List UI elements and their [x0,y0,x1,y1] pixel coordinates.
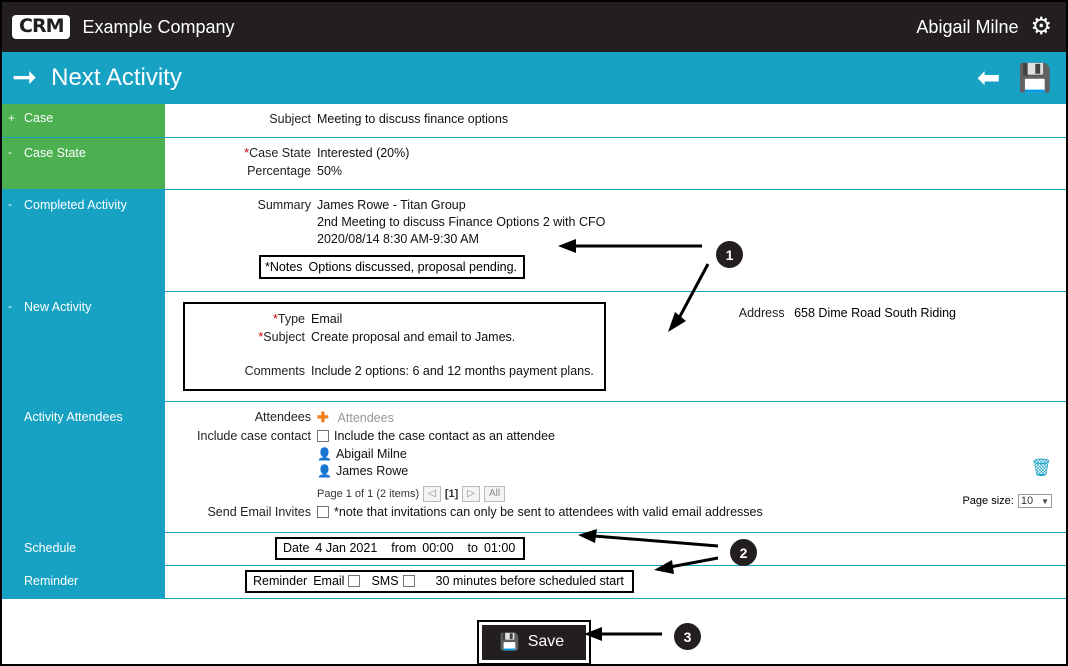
collapse-icon[interactable]: - [8,197,12,211]
include-contact-checkbox[interactable] [317,430,329,442]
required-marker: * [244,146,250,160]
include-contact-label: Include case contact [197,429,311,443]
arrow-right-icon[interactable]: ➞ [12,61,38,94]
from-label: from [391,541,417,555]
case-state-panel [165,138,1066,189]
user-name[interactable]: Abigail Milne [916,16,1019,37]
comments-value[interactable]: Include 2 options: 6 and 12 months payment plans. [311,364,594,378]
pager-text: Page 1 of 1 (2 items) [317,488,420,500]
save-button[interactable] [482,625,586,660]
sidebar-item-new-activity[interactable] [2,292,165,401]
date-label: Date [283,541,310,555]
sidebar-item-schedule[interactable] [2,533,165,565]
percentage-row [175,163,1056,180]
crm-logo[interactable]: CRM [12,15,70,39]
new-subject-label [189,329,311,346]
list-item[interactable] [317,446,408,463]
address-value: 658 Dime Road South Riding [794,306,956,320]
save-icon[interactable]: 💾 [1018,62,1052,93]
type-row [189,311,594,328]
to-value[interactable]: 01:00 [483,541,516,555]
sidebar-item-case-state[interactable] [2,138,165,189]
section-case [2,104,1066,138]
case-subject-row [175,111,1056,128]
reminder-sms-label: SMS [371,574,399,588]
sidebar-item-case[interactable] [2,104,165,137]
page-header-actions [977,64,1052,92]
new-subject-label-text: Subject [263,330,305,344]
pager-next-button[interactable]: ▷ [462,486,480,502]
plus-icon[interactable]: ✚ [317,409,329,425]
notes-row [265,260,517,274]
attendee-name: Abigail Milne [335,447,407,461]
collapse-icon[interactable]: - [8,299,12,313]
section-case-state [2,138,1066,190]
completed-activity-panel [165,190,1066,291]
case-subject-label: Subject [269,112,311,126]
callout-badge-2: 2 [730,539,757,566]
reminder-email-label: Email [313,574,345,588]
arrow-left-icon[interactable]: ⬅ [976,62,1001,93]
top-bar-right [916,15,1052,39]
pager-current-page[interactable]: [1] [444,488,459,500]
include-contact-text: Include the case contact as an attendee [334,429,555,443]
notes-label-text: Notes [269,260,303,274]
collapse-icon[interactable]: - [8,145,12,159]
pager-all-button[interactable]: All [484,486,505,502]
person-icon: 👤 [317,464,332,478]
new-subject-row [189,329,594,346]
sidebar-item-label: Completed Activity [24,198,127,212]
summary-value [317,197,605,248]
attendees-row [175,409,1056,427]
section-new-activity [2,292,1066,402]
sidebar-item-label: Activity Attendees [24,410,123,424]
callout-badge-3: 3 [674,623,701,650]
percentage-value[interactable]: 50% [317,164,343,178]
notes-highlight [259,255,525,279]
form-content [2,104,1066,599]
attendees-placeholder[interactable]: Attendees [337,411,394,425]
sidebar-item-label: Reminder [24,574,79,588]
send-invites-value [317,504,763,521]
page-size-label: Page size: [962,495,1014,507]
sidebar-item-completed-activity[interactable] [2,190,165,291]
person-icon: 👤 [317,447,332,461]
case-panel [165,104,1066,137]
section-schedule [2,533,1066,566]
address-label: Address [738,306,785,320]
case-state-label [175,145,317,162]
summary-line-3: 2020/08/14 8:30 AM-9:30 AM [317,232,479,246]
section-activity-attendees [2,402,1066,533]
percentage-label: Percentage [247,164,311,178]
required-marker: * [258,330,264,344]
pager-prev-button[interactable]: ◁ [423,486,441,502]
sidebar-item-label: Case [24,111,54,125]
comments-label: Comments [244,364,305,378]
required-marker: * [273,312,278,326]
reminder-email-checkbox[interactable] [348,575,360,587]
page-header [2,52,1066,104]
save-icon: 💾 [499,633,520,651]
pager [317,486,1056,502]
address-row [739,306,956,320]
summary-line-2: 2nd Meeting to discuss Finance Options 2 with CFO [317,215,606,229]
case-state-row [175,145,1056,162]
list-item[interactable] [317,463,408,480]
schedule-highlight [275,537,525,560]
save-button-label: Save [527,632,565,650]
case-subject-value[interactable]: Meeting to discuss finance options [317,112,509,126]
sidebar-item-label: New Activity [24,300,92,314]
sidebar-item-activity-attendees[interactable] [2,402,165,532]
comments-row [189,363,594,380]
reminder-highlight [245,570,634,593]
date-value[interactable]: 4 Jan 2021 [315,541,378,555]
sidebar-item-label: Case State [24,146,86,160]
new-activity-panel [165,292,1066,401]
activity-attendees-panel [165,402,1066,532]
sidebar-item-label: Schedule [24,541,77,555]
trash-icon[interactable]: 🗑 [1030,458,1052,477]
send-invites-label: Send Email Invites [207,505,311,519]
section-completed-activity [2,190,1066,292]
schedule-panel [165,533,1066,565]
reminder-lead-time[interactable]: 30 minutes before scheduled start [435,574,624,588]
summary-row [175,197,1056,248]
company-name: Example Company [82,16,235,37]
to-label: to [467,541,478,555]
case-state-label-text: Case State [249,146,311,160]
top-bar [2,2,1066,52]
new-subject-value[interactable]: Create proposal and email to James. [311,330,516,344]
expand-icon[interactable]: + [8,111,16,125]
from-value[interactable]: 00:00 [422,541,454,555]
page-size-value: 10 [1020,495,1034,507]
page-title: Next Activity [51,64,182,91]
send-invites-note: *note that invitations can only be sent to attendees with valid email addresses [334,505,763,519]
callout-badge-1: 1 [716,241,743,268]
notes-value[interactable]: Options discussed, proposal pending. [308,260,517,274]
page-size-select[interactable] [1018,494,1052,508]
reminder-label: Reminder [253,574,308,588]
attendee-item-row [175,446,1056,480]
chevron-down-icon: ▼ [1041,496,1049,506]
section-reminder [2,566,1066,599]
send-invites-row [175,504,1056,521]
attendees-label: Attendees [254,410,311,424]
notes-label [265,260,303,274]
attendees-input-group [317,409,394,427]
type-value[interactable]: Email [311,312,343,326]
attendee-list [317,446,408,480]
send-invites-checkbox[interactable] [317,506,329,518]
footer-save-bar [2,599,1066,666]
summary-line-1: James Rowe - Titan Group [317,198,466,212]
schedule-row [283,541,515,555]
gear-icon[interactable]: ⚙ [1030,13,1052,40]
save-highlight [477,620,591,665]
case-state-value[interactable]: Interested (20%) [317,146,410,160]
include-contact-value [317,428,555,445]
reminder-sms-checkbox[interactable] [403,575,415,587]
required-marker: * [265,260,270,274]
page-size-control [962,494,1052,508]
type-label [189,311,311,328]
include-contact-row [175,428,1056,445]
summary-label: Summary [257,198,311,212]
new-activity-highlight [183,302,606,391]
attendee-name: James Rowe [335,464,409,478]
reminder-panel [165,566,1066,598]
sidebar-item-reminder[interactable] [2,566,165,598]
type-label-text: Type [277,312,305,326]
reminder-row [253,574,624,588]
